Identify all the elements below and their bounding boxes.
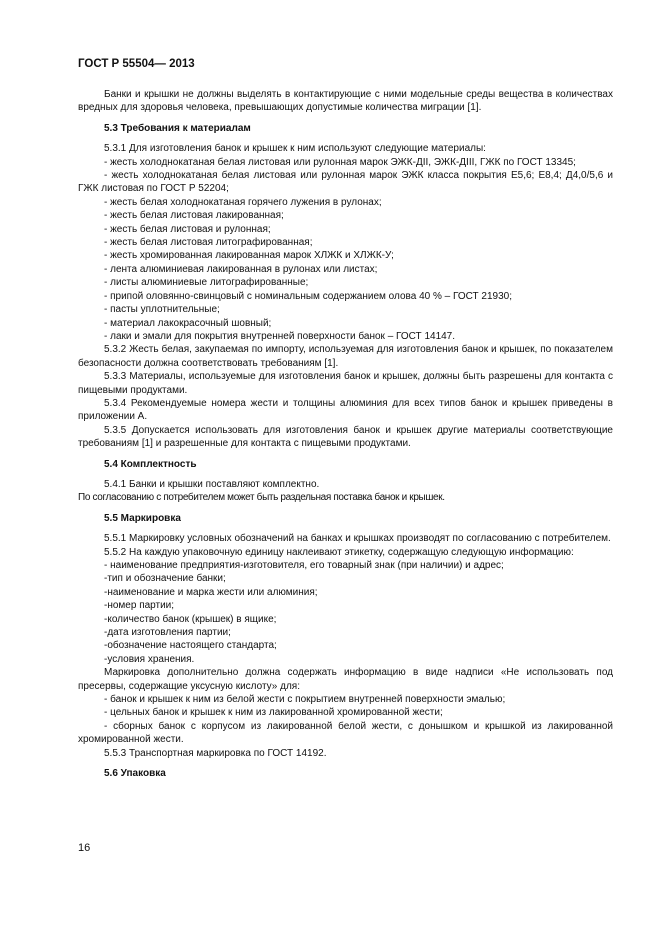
list-item: - цельных банок и крышек к ним из лакированной хромированной жести; — [104, 707, 443, 719]
paragraph-5-5-3: 5.5.3 Транспортная маркировка по ГОСТ 14192. — [104, 747, 327, 759]
list-item: - сборных банок с корпусом из лакированной белой жести, с донышком и крышкой из лакированной хромированной жести. — [78, 720, 613, 746]
list-item: - жесть белая листовая литографированная; — [104, 237, 313, 249]
paragraph-5-3-5: 5.3.5 Допускается использовать для изготовления банок и крышек другие материалы соответствующие требованиям [1] и разрешенные для контакта с пищевыми продуктами. — [78, 424, 613, 450]
section-5-3-heading: 5.3 Требования к материалам — [104, 122, 251, 134]
list-item: -номер партии; — [104, 600, 175, 612]
paragraph-marking-note: Маркировка дополнительно должна содержать информацию в виде надписи «Не использовать под пресервы, содержащие уксусную кислоту» для: — [78, 667, 613, 692]
paragraph-5-4-note: По согласованию с потребителем может быть раздельная поставка банок и крышек. — [78, 492, 445, 504]
paragraph-5-3-3: 5.3.3 Материалы, используемые для изготовления банок и крышек, должны быть разрешены для контакта с пищевыми продуктами. — [78, 371, 613, 396]
list-item: - жесть холоднокатаная белая листовая или рулонная марок ЭЖК класса покрытия Е5,6; Е8,4; Д4,0/5,6 и ГЖК листовая по ГОСТ Р 52204; — [78, 170, 613, 195]
list-item: - жесть хромированная лакированная марок ХЛЖК и ХЛЖК-У; — [104, 250, 394, 262]
paragraph-5-5-2: 5.5.2 На каждую упаковочную единицу наклеивают этикетку, содержащую следующую информацию: — [104, 546, 574, 558]
paragraph-5-5-1: 5.5.1 Маркировку условных обозначений на банках и крышках производят по согласованию с потребителем. — [104, 533, 611, 545]
section-5-5-heading: 5.5 Маркировка — [104, 512, 181, 524]
intro-paragraph: Банки и крышки не должны выделять в контактирующие с ними модельные среды вещества в количествах вредных для здоровья человека, превышающих допустимые количества миграции [1]. — [78, 89, 613, 114]
list-item: -наименование и марка жести или алюминия; — [104, 586, 318, 598]
document-header: ГОСТ Р 55504— 2013 — [78, 58, 195, 70]
list-item: - наименование предприятия-изготовителя, его товарный знак (при наличии) и адрес; — [104, 560, 504, 571]
page-number: 16 — [78, 842, 91, 854]
list-item: -тип и обозначение банки; — [104, 573, 226, 585]
list-item: - жесть белая холоднокатаная горячего лужения в рулонах; — [104, 196, 382, 208]
list-item: - листы алюминиевые литографированные; — [104, 277, 309, 289]
list-item: -дата изготовления партии; — [104, 627, 231, 639]
list-item: - жесть белая листовая лакированная; — [104, 210, 284, 222]
list-item: - банок и крышек к ним из белой жести с покрытием внутренней поверхности эмалью; — [104, 694, 506, 706]
paragraph-5-4-1: 5.4.1 Банки и крышки поставляют комплектно. — [104, 478, 320, 490]
paragraph-5-3-1: 5.3.1 Для изготовления банок и крышек к ним используют следующие материалы: — [104, 143, 486, 155]
list-item: -количество банок (крышек) в ящике; — [104, 613, 277, 625]
list-item: - жесть холоднокатаная белая листовая или рулонная марок ЭЖК-ДII, ЭЖК-ДIII, ГЖК по ГОСТ 13345; — [104, 156, 576, 168]
list-item: - материал лакокрасочный шовный; — [104, 317, 272, 329]
paragraph-5-3-2: 5.3.2 Жесть белая, закупаемая по импорту, используемая для изготовления банок и крышек, по показателем безопасности должна соответствовать требованиям [1]. — [78, 344, 613, 369]
list-item: - лента алюминиевая лакированная в рулонах или листах; — [104, 263, 378, 275]
section-5-4-heading: 5.4 Комплектность — [104, 458, 197, 470]
list-item: - жесть белая листовая и рулонная; — [104, 223, 271, 235]
list-item: - припой оловянно-свинцовый с номинальным содержанием олова 40 % – ГОСТ 21930; — [104, 290, 512, 302]
document-page — [78, 58, 613, 788]
paragraph-5-3-4: 5.3.4 Рекомендуемые номера жести и толщины алюминия для всех типов банок и крышек приведены в приложении А. — [78, 397, 613, 423]
list-item: - лаки и эмали для покрытия внутренней поверхности банок – ГОСТ 14147. — [104, 330, 456, 342]
list-item: - пасты уплотнительные; — [104, 304, 220, 316]
section-5-6-heading: 5.6 Упаковка — [104, 768, 166, 780]
list-item: -обозначение настоящего стандарта; — [104, 640, 277, 652]
list-item: -условия хранения. — [104, 653, 195, 665]
